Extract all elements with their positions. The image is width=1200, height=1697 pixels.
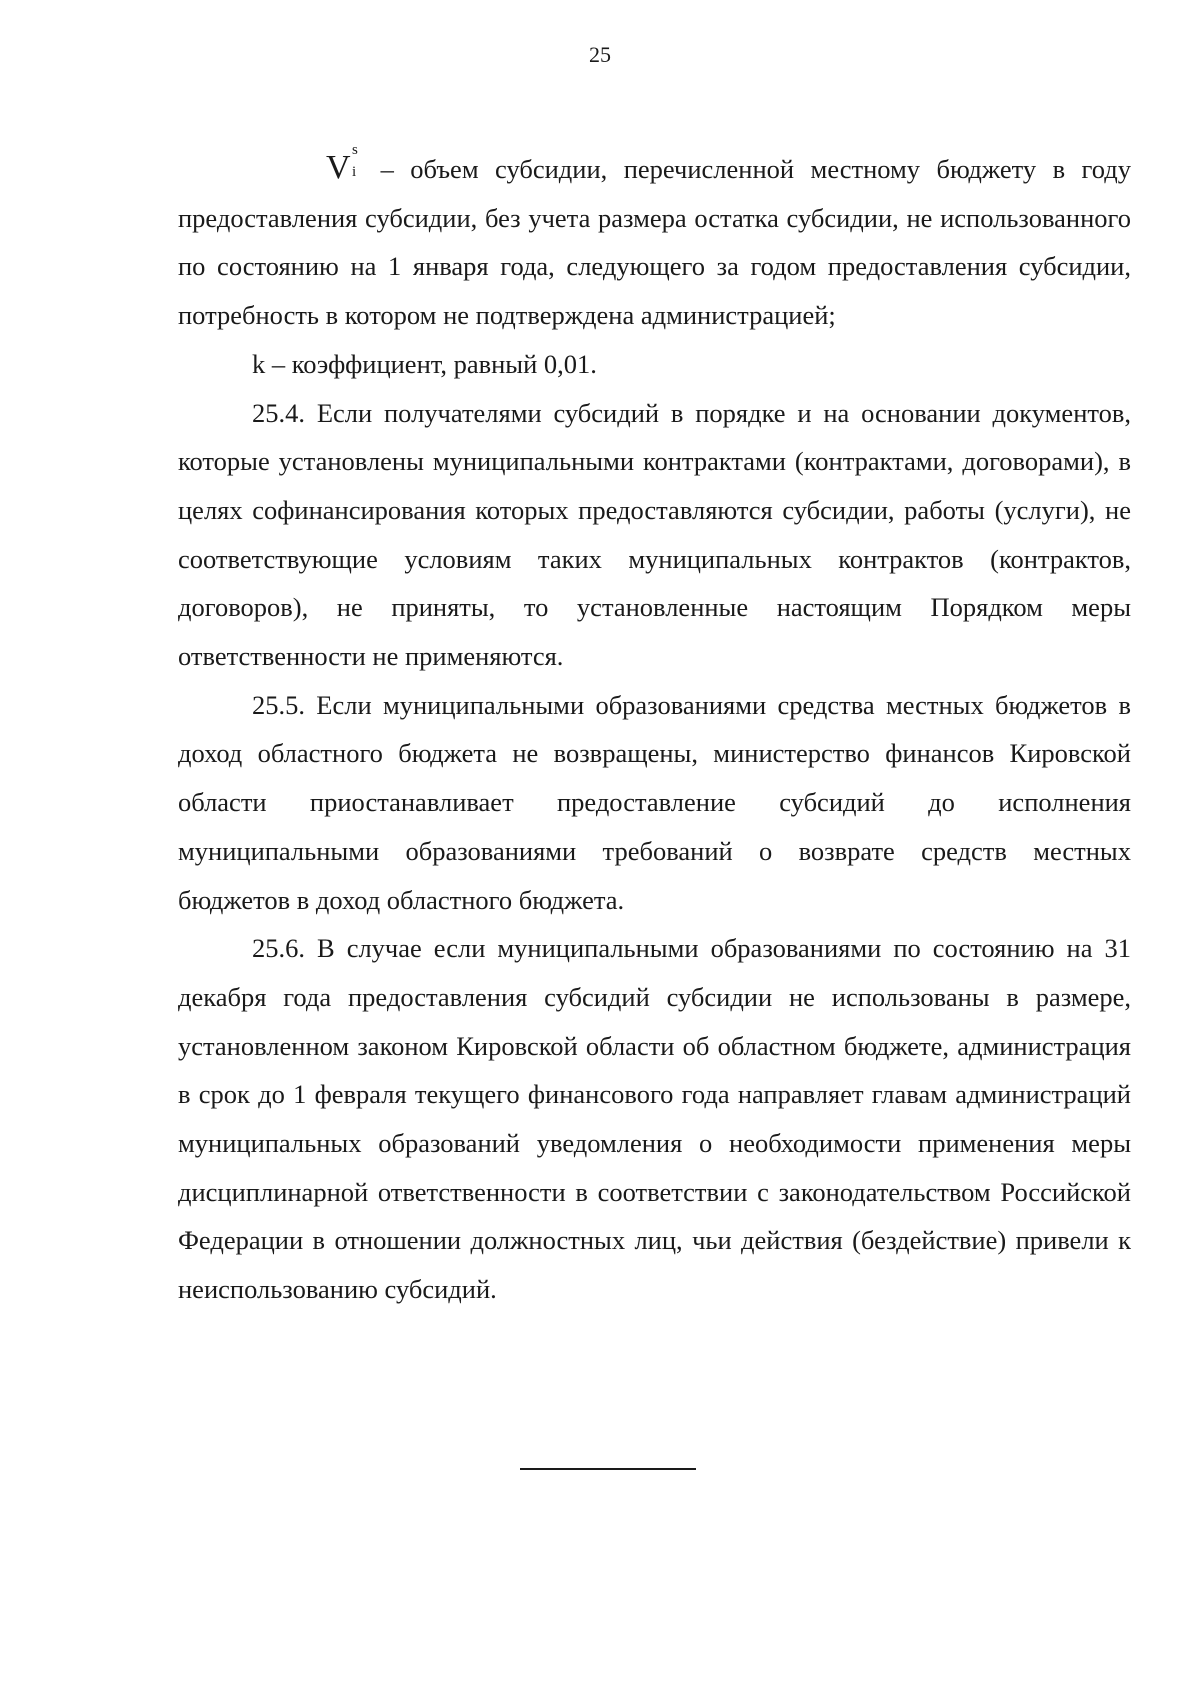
page-number: 25 bbox=[589, 42, 611, 67]
end-divider-line bbox=[520, 1468, 696, 1470]
paragraph-coefficient: k – коэффициент, равный 0,01. bbox=[252, 348, 597, 379]
paragraph-variable-definition-text: – объем субсидии, перечисленной местному бюджету в году предоставления субсидии, без учета размера остатка субсидии, не использованного по состоянию на 1 января года, следующего за годом предоставления субсидии, потребность в котором не подтверждена администрацией; bbox=[178, 154, 1131, 331]
variable-v-symbol bbox=[252, 142, 358, 186]
variable-v-letter: V bbox=[326, 149, 351, 186]
document-body bbox=[178, 142, 1131, 1314]
paragraph-variable-definition bbox=[178, 142, 1131, 340]
paragraph-25-5: 25.5. Если муниципальными образованиями средства местных бюджетов в доход областного бюджета не возвращены, министерство финансов Кировской области приостанавливает предоставление субсидий до исполнения муниципальными образованиями требований о возврате средств местных бюджетов в доход областного бюджета. bbox=[178, 689, 1131, 915]
paragraph-25-6: 25.6. В случае если муниципальными образованиями по состоянию на 31 декабря года предоставления субсидий субсидии не использованы в размере, установленном законом Кировской области об областном бюджете, администрация в срок до 1 февраля текущего финансового года направляет главам администраций муниципальных образований уведомления о необходимости применения меры дисциплинарной ответственности в соответствии с законодательством Российской Федерации в отношении должностных лиц, чьи действия (бездействие) привели к неиспользованию субсидий. bbox=[178, 933, 1131, 1305]
variable-v-superscript: s bbox=[352, 142, 358, 158]
paragraph-25-4: 25.4. Если получателями субсидий в порядке и на основании документов, которые установлены муниципальными контрактами (контрактами, договорами), в целях софинансирования которых предоставляются субсидии, работы (услуги), не соответствующие условиям таких муниципальных контрактов (контрактов, договоров), не приняты, то установленные настоящим Порядком меры ответственности не применяются. bbox=[178, 397, 1131, 672]
variable-v-subscript: i bbox=[352, 164, 357, 180]
